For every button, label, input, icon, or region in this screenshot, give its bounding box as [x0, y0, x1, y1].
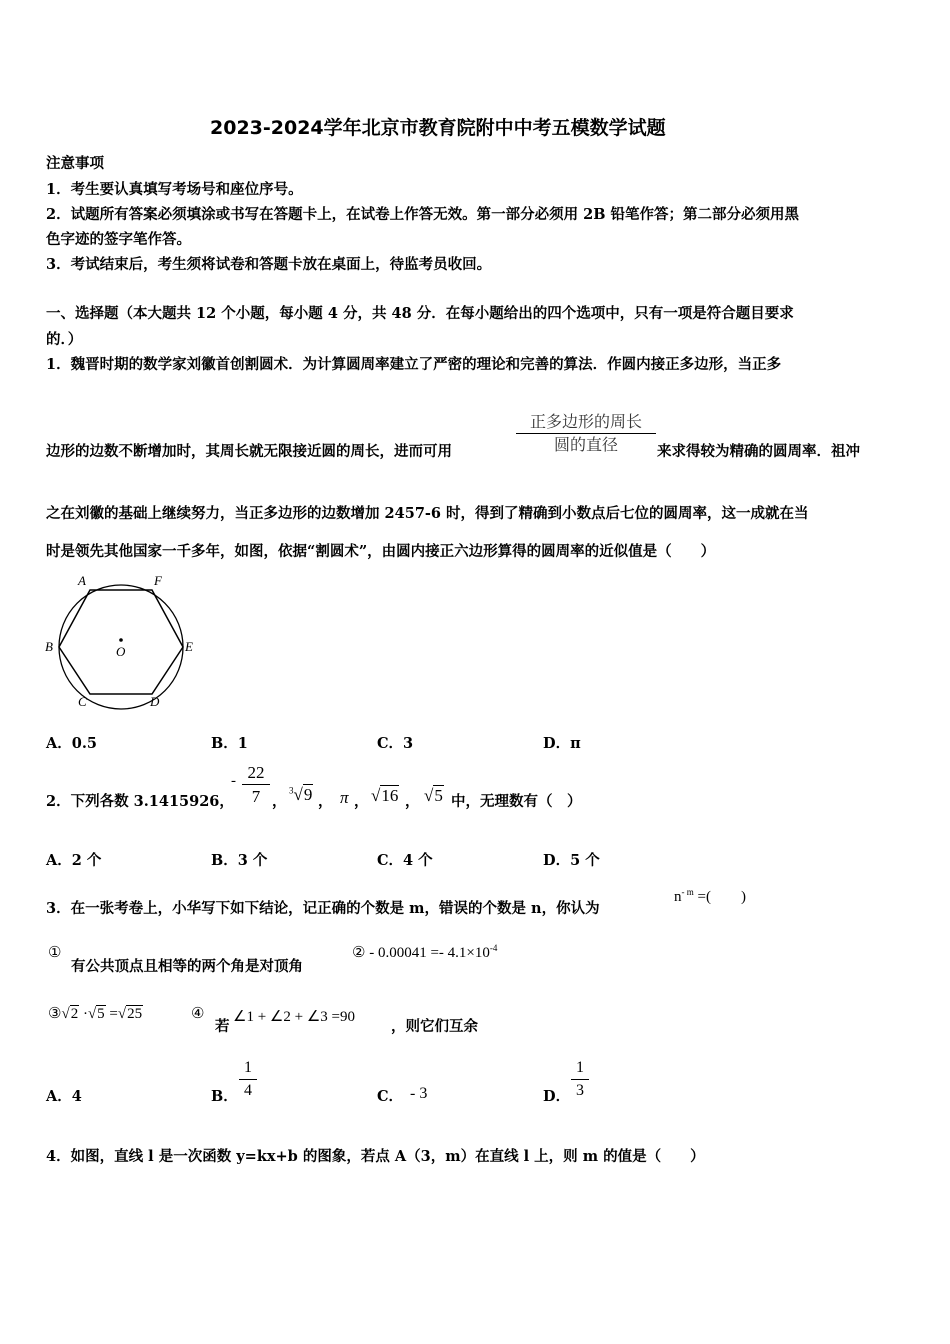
- root-arg: 16: [381, 786, 399, 805]
- statement-mark: ②: [352, 945, 366, 961]
- separator: ，: [354, 793, 369, 810]
- label-a: A: [78, 573, 86, 588]
- separator: ，: [405, 793, 420, 810]
- root-arg: 5: [97, 1006, 105, 1022]
- q2-sqrt16: √16: [371, 786, 399, 805]
- q4-text: 4．如图，直线 l 是一次函数 y=kx+b 的图象，若点 A（3，m）在直线 l 上，则 m 的值是（ ）: [46, 1148, 705, 1165]
- q2-pi: π: [340, 788, 349, 807]
- hexagon-figure: [40, 570, 205, 715]
- operator: =: [105, 1006, 118, 1022]
- q2-option-c: C．4 个: [377, 852, 433, 869]
- q3-option-d-label: D．: [543, 1088, 571, 1105]
- q3-option-b-fraction: [239, 1060, 257, 1099]
- q1-option-d: D．π: [543, 735, 581, 752]
- q2-cube-root: $^3$√9: [289, 785, 313, 804]
- notice-item: 1．考生要认真填写考场号和座位序号。: [46, 181, 303, 198]
- center-point: [119, 638, 123, 642]
- q2-text: 2．下列各数 3.1415926，: [46, 793, 234, 810]
- operator: ·: [79, 1006, 88, 1022]
- separator: ，: [318, 793, 333, 810]
- q1-text: 边形的边数不断增加时，其周长就无限接近圆的周长，进而可用: [46, 443, 452, 460]
- fraction-numerator: 1: [576, 1059, 584, 1076]
- statement-expr: - 0.00041 =- 4.1×10: [369, 945, 490, 961]
- section-heading: 一、选择题（本大题共 12 个小题，每小题 4 分，共 48 分．在每小题给出的四个选项中，只有一项是符合题目要求: [46, 305, 794, 322]
- expr-exponent: - m: [681, 887, 694, 897]
- label-f: F: [154, 573, 162, 588]
- statement-mark: ③: [48, 1006, 62, 1022]
- q3-statement-2: [352, 943, 497, 962]
- q3-statement-4-post: ，则它们互余: [391, 1018, 478, 1035]
- q1-text: 之在刘徽的基础上继续努力，当正多边形的边数增加 2457-6 时，得到了精确到小数点后七位的圆周率，这一成就在当: [46, 505, 809, 522]
- notice-heading: 注意事项: [46, 155, 104, 172]
- q3-option-d-fraction: [571, 1060, 589, 1099]
- q3-statement-4-pre: 若: [215, 1018, 230, 1035]
- hexagon-abcdef: [59, 590, 183, 694]
- expr-base: n: [674, 889, 682, 905]
- q2-option-a: A．2 个: [46, 852, 102, 869]
- root-arg: 25: [127, 1006, 143, 1022]
- label-b: B: [45, 639, 53, 654]
- root-arg: 2: [70, 1006, 79, 1022]
- section-heading-cont: 的．）: [46, 331, 83, 348]
- q1-text: 来求得较为精确的圆周率．祖冲: [657, 443, 860, 460]
- q1-text: 时是领先其他国家一千多年，如图，依据“割圆术”，由圆内接正六边形算得的圆周率的近似值是（ ）: [46, 543, 716, 560]
- fraction-denominator: 4: [244, 1082, 252, 1099]
- q2-text: 中，无理数有（ ）: [451, 793, 582, 810]
- notice-item: 2．试题所有答案必须填涂或书写在答题卡上，在试卷上作答无效。第一部分必须用 2B 铅笔作答；第二部分必须用黑: [46, 206, 800, 223]
- q3-statement-3: ③√2 ·√5 =√25: [48, 1006, 143, 1022]
- q3-statement-4-mark: ④: [191, 1006, 205, 1022]
- label-d: D: [150, 694, 160, 709]
- expr-tail: =( ): [697, 889, 746, 905]
- q1-fraction: [516, 414, 656, 453]
- q2-negative-sign: -: [231, 773, 236, 789]
- fraction-denominator: 圆的直径: [553, 435, 618, 454]
- root-index: 3: [289, 785, 294, 796]
- q1-text: 1．魏晋时期的数学家刘徽首创割圆术．为计算圆周率建立了严密的理论和完善的算法．作圆内接正多边形，当正多: [46, 356, 782, 373]
- fraction-numerator: 正多边形的周长: [529, 412, 642, 431]
- q3-option-a: A．4: [46, 1088, 82, 1105]
- q3-expression: [674, 885, 746, 906]
- fraction-denominator: 3: [576, 1082, 584, 1099]
- q3-statement-4-expr: ∠1 + ∠2 + ∠3 =90: [233, 1009, 355, 1025]
- q1-option-c: C．3: [377, 735, 414, 752]
- separator: ，: [272, 793, 287, 810]
- notice-item: 3．考试结束后，考生须将试卷和答题卡放在桌面上，待监考员收回。: [46, 256, 492, 273]
- q3-text: 3．在一张考卷上，小华写下如下结论，记正确的个数是 m，错误的个数是 n，你认为: [46, 900, 600, 917]
- fraction-numerator: 22: [247, 763, 265, 782]
- q2-option-b: B．3 个: [211, 852, 268, 869]
- q3-statement-1: 有公共顶点且相等的两个角是对顶角: [71, 958, 303, 975]
- root-arg: 9: [303, 785, 313, 804]
- q1-option-a: A．0.5: [46, 735, 97, 752]
- q3-option-c-value: - 3: [410, 1085, 428, 1102]
- q3-option-b-label: B．: [211, 1088, 238, 1105]
- q2-sqrt5: √5: [424, 786, 443, 805]
- q1-option-b: B．1: [211, 735, 248, 752]
- page-title: 2023-2024学年北京市教育院附中中考五模数学试题: [210, 117, 666, 139]
- q3-statement-1-mark: ①: [48, 945, 62, 961]
- label-e: E: [185, 639, 193, 654]
- label-o: O: [116, 644, 126, 659]
- q2-option-d: D．5 个: [543, 852, 600, 869]
- notice-item: 色字迹的签字笔作答。: [46, 231, 191, 248]
- fraction-numerator: 1: [244, 1059, 252, 1076]
- fraction-denominator: 7: [251, 787, 261, 806]
- root-arg: 5: [434, 786, 443, 805]
- q2-fraction: [242, 764, 270, 805]
- statement-exponent: -4: [489, 943, 498, 953]
- q3-option-c-label: C．: [377, 1088, 404, 1105]
- label-c: C: [78, 694, 87, 709]
